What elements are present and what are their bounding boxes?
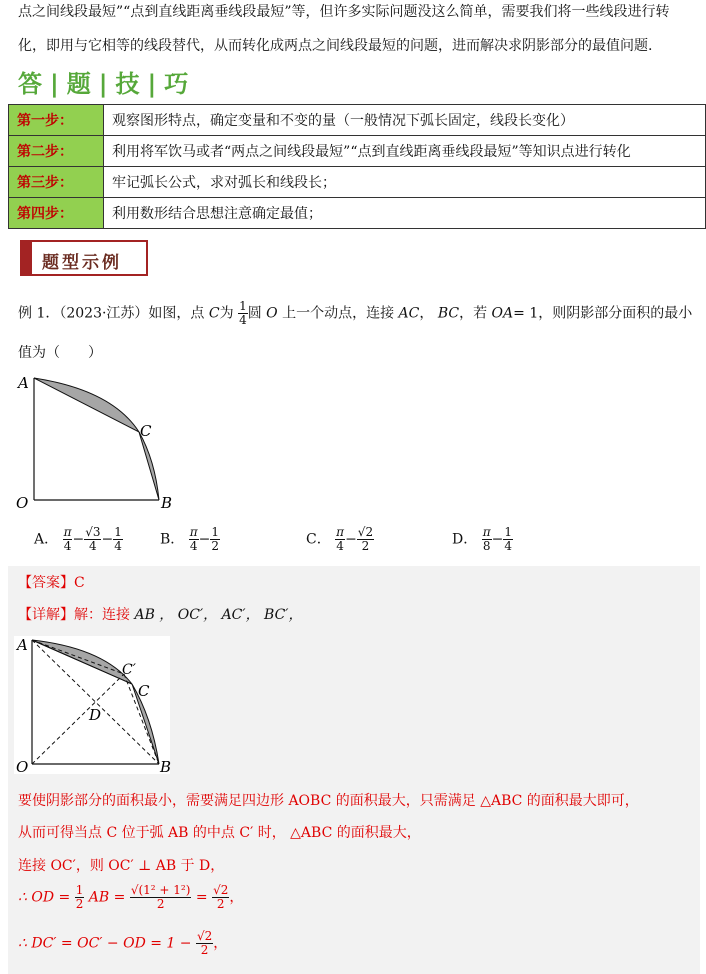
frac-num: π <box>336 525 345 539</box>
q-prefix: 例 1．（2023·江苏）如图，点 <box>18 305 205 322</box>
q-sep2: ，若 <box>459 305 488 322</box>
label-o: O <box>16 494 29 512</box>
eq-equals: = <box>195 889 208 906</box>
banner-accent <box>22 242 32 274</box>
shaded-segment-cb <box>139 432 159 500</box>
eq-lhs: ∴ OD = <box>18 889 71 906</box>
heading-separator: | <box>147 70 159 98</box>
option-letter: B． <box>160 531 185 548</box>
option-frac <box>357 526 374 553</box>
frac-num: π <box>482 525 491 539</box>
answer-value: C <box>74 575 85 591</box>
heading-char: 巧 <box>164 70 191 98</box>
step-text: 利用数形结合思想注意确定最值； <box>104 198 706 229</box>
option-letter: A． <box>34 531 59 548</box>
steps-table <box>8 104 706 229</box>
frac-num: √2 <box>196 929 213 943</box>
q-is: 为 <box>219 305 234 322</box>
option-op: − <box>72 531 85 548</box>
banner-title: 题型示例 <box>42 253 122 273</box>
option-frac <box>189 526 199 553</box>
q-point-o: O <box>266 305 278 322</box>
q-sep1: ， <box>419 305 434 322</box>
option-frac <box>210 526 220 553</box>
label-c: C <box>140 422 152 440</box>
detail-line <box>18 604 302 624</box>
label-a: A <box>17 636 28 654</box>
frac-num: 1 <box>239 299 247 313</box>
option-frac <box>63 526 73 553</box>
frac-den: 2 <box>361 539 370 553</box>
option-b[interactable] <box>160 526 220 553</box>
frac-num: 1 <box>114 525 122 539</box>
label-c: C <box>138 682 150 700</box>
q-bc: BC <box>437 305 460 322</box>
eq-end: ， <box>213 935 228 952</box>
eq-end: ， <box>229 889 244 906</box>
step-label: 第三步： <box>9 167 104 198</box>
label-d: D <box>89 706 102 724</box>
q-mid: 上一个动点，连接 <box>282 305 395 322</box>
frac-den: 4 <box>114 539 122 553</box>
frac-num: √(1² + 1²) <box>130 883 191 897</box>
table-row <box>9 167 706 198</box>
option-op: − <box>198 531 211 548</box>
option-op: − <box>491 531 504 548</box>
table-row <box>9 198 706 229</box>
table-row <box>9 136 706 167</box>
eq-half <box>75 884 85 911</box>
frac-num: π <box>63 525 72 539</box>
answer-line <box>18 572 85 592</box>
example-banner <box>20 240 148 276</box>
option-frac <box>503 526 513 553</box>
heading-char: 答 <box>18 70 44 98</box>
frac-den: 4 <box>63 539 72 553</box>
frac-num: √3 <box>85 525 101 539</box>
frac-num: π <box>189 525 198 539</box>
label-c-prime: C′ <box>122 662 136 678</box>
solution-line-2: 从而可得当点 C 位于弧 AB 的中点 C′ 时， △ABC 的面积最大， <box>18 825 421 841</box>
q-point-c: C <box>208 305 220 322</box>
q-tail: ，则阴影部分面积的最小 <box>538 305 693 322</box>
frac-den: 2 <box>211 539 220 553</box>
step-label: 第四步： <box>9 198 104 229</box>
option-frac <box>482 526 492 553</box>
eq-frac-result <box>212 884 229 911</box>
solution-line-5 <box>18 930 227 957</box>
label-b: B <box>161 494 173 512</box>
q-oa-val: = 1 <box>513 305 539 322</box>
table-row <box>9 105 706 136</box>
shaded-segment-ac <box>34 378 139 432</box>
figure-solution <box>14 636 174 776</box>
answer-tag: 【答案】 <box>18 575 74 591</box>
step-label: 第二步： <box>9 136 104 167</box>
frac-den: 4 <box>189 539 198 553</box>
step-label: 第一步： <box>9 105 104 136</box>
solution-line-4 <box>18 884 243 911</box>
frac-num: 1 <box>211 525 220 539</box>
frac-den: 4 <box>336 539 344 553</box>
eq-lhs: ∴ DC′ = OC′ − OD = 1 − <box>18 935 192 952</box>
eq-frac <box>196 930 213 957</box>
frac-den: 4 <box>239 313 247 327</box>
option-op: − <box>345 531 357 548</box>
frac-den: 4 <box>504 539 512 553</box>
solution-line-3: 连接 OC′，则 OC′ ⊥ AB 于 D， <box>18 858 225 874</box>
label-b: B <box>160 758 172 776</box>
option-letter: C． <box>306 531 331 548</box>
example-question-line-2: 值为（ ） <box>18 345 102 361</box>
frac-den: 4 <box>89 539 97 553</box>
label-o: O <box>16 758 29 776</box>
q-ac: AC <box>398 305 420 322</box>
eq-ab: AB = <box>88 889 126 906</box>
option-frac <box>113 526 123 553</box>
option-c[interactable] <box>306 526 374 553</box>
heading-char: 题 <box>66 70 93 98</box>
eq-frac-root <box>130 884 192 911</box>
q-fraction <box>238 300 248 327</box>
frac-den: 2 <box>216 897 225 911</box>
frac-num: √2 <box>357 525 374 539</box>
option-letter: D． <box>452 531 478 548</box>
section-heading <box>18 64 190 99</box>
heading-separator: | <box>50 70 61 98</box>
frac-num: 1 <box>75 883 84 897</box>
figure-quarter-circle <box>12 368 182 518</box>
option-d[interactable] <box>452 526 513 553</box>
frac-den: 2 <box>200 943 209 957</box>
solution-line-1: 要使阴影部分的面积最小，需要满足四边形 AOBC 的面积最大，只需满足 △ABC 的面积最大即可， <box>18 793 639 809</box>
frac-den: 8 <box>482 539 491 553</box>
label-a: A <box>18 374 29 392</box>
heading-char: 技 <box>115 70 142 98</box>
example-question <box>18 300 692 327</box>
intro-line-1: 点之间线段最短”“点到直线距离垂线段最短”等，但许多实际问题没这么简单，需要我们将一些线段进行转 <box>18 4 670 20</box>
option-a[interactable] <box>34 526 123 553</box>
detail-tag: 【详解】 <box>18 607 74 623</box>
frac-num: √2 <box>213 883 229 897</box>
detail-intro: 解：连接 <box>74 607 130 623</box>
option-op: − <box>101 531 114 548</box>
step-text: 观察图形特点，确定变量和不变的量（一般情况下弧长固定，线段长变化） <box>104 105 706 136</box>
step-text: 牢记弧长公式，求对弧长和线段长； <box>104 167 706 198</box>
intro-line-2: 化，即用与它相等的线段替代，从而转化成两点之间线段最短的问题，进而解决求阴影部分的最值问题. <box>18 38 653 54</box>
q-oa: OA <box>491 305 514 322</box>
frac-den: 2 <box>156 897 165 911</box>
option-frac <box>335 526 345 553</box>
frac-den: 2 <box>75 897 84 911</box>
q-circle: 圆 <box>247 305 262 322</box>
option-frac <box>84 526 101 553</box>
step-text: 利用将军饮马或者“两点之间线段最短”“点到直线距离垂线段最短”等知识点进行转化 <box>104 136 706 167</box>
detail-items: AB ， OC′， AC′， BC′， <box>134 607 303 623</box>
frac-num: 1 <box>504 525 512 539</box>
heading-separator: | <box>98 70 110 98</box>
